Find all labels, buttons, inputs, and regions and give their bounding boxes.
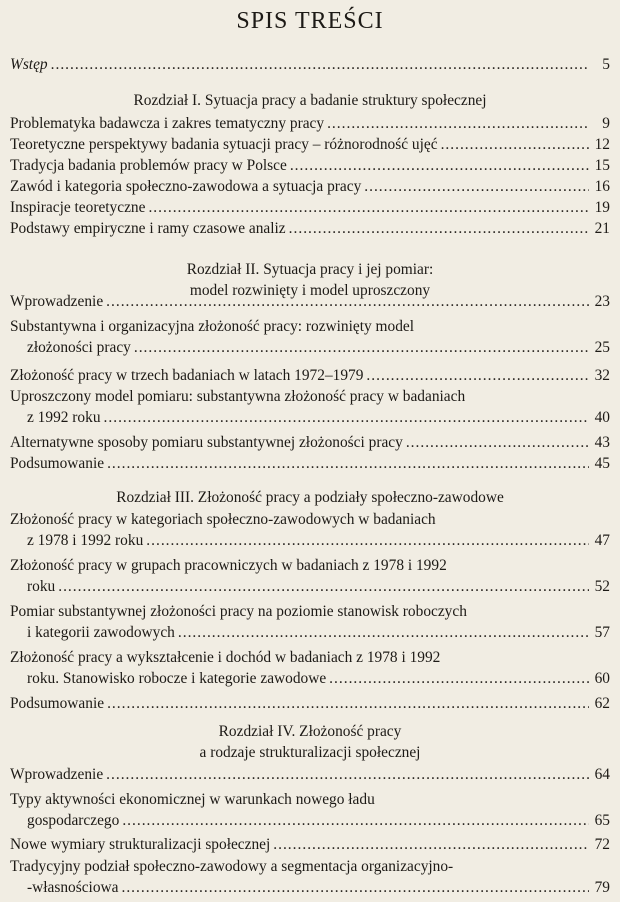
toc-entry xyxy=(10,291,610,312)
toc-entry-text: Substantywna i organizacyjna złożoność pracy: rozwinięty model xyxy=(10,318,415,335)
dot-leader xyxy=(146,530,589,551)
dot-leader xyxy=(51,54,589,75)
toc-entry-text: Wprowadzenie xyxy=(10,766,104,783)
toc-entry-text: Teoretyczne perspektywy badania sytuacji pracy – różnorodność ujęć xyxy=(10,136,438,153)
page-number: 52 xyxy=(594,578,610,595)
toc-entry-line xyxy=(10,622,610,643)
toc-entry-line-continued xyxy=(10,856,610,877)
toc-entry xyxy=(10,316,610,358)
toc-entry-text: Tradycja badania problemów pracy w Polsce xyxy=(10,157,287,174)
dot-leader xyxy=(107,453,589,474)
page-number: 47 xyxy=(594,532,610,549)
toc-entry-text: Tradycyjny podział społeczno-zawodowy a segmentacja organizacyjno- xyxy=(10,858,454,875)
toc-entry-line xyxy=(10,693,610,714)
page-number: 79 xyxy=(594,879,610,896)
toc-entry-text: Pomiar substantywnej złożoności pracy na poziomie stanowisk roboczych xyxy=(10,603,467,620)
toc-entry-line xyxy=(10,54,610,75)
dot-leader xyxy=(104,407,589,428)
toc-entry xyxy=(10,555,610,597)
page-number: 23 xyxy=(594,293,610,310)
toc-entry-line xyxy=(10,407,610,428)
chapter-heading xyxy=(0,721,620,763)
toc-entry-line xyxy=(10,810,610,831)
toc-entry-text: Uproszczony model pomiaru: substantywna złożoność pracy w badaniach xyxy=(10,388,466,405)
toc-entry-text: Alternatywne sposoby pomiaru substantywnej złożoności pracy xyxy=(10,434,403,451)
toc-entry-text: złożoności pracy xyxy=(27,339,131,356)
toc-entry-line xyxy=(10,218,610,239)
toc-entry xyxy=(10,54,610,75)
toc-entry-text: Złożoność pracy w trzech badaniach w latach 1972–1979 xyxy=(10,367,364,384)
page-number: 15 xyxy=(594,157,610,174)
toc-entry-line xyxy=(10,764,610,785)
toc-entry-line-continued xyxy=(10,386,610,407)
toc-entry xyxy=(10,432,610,453)
toc-entry xyxy=(10,764,610,785)
dot-leader xyxy=(106,291,589,312)
dot-leader xyxy=(290,155,589,176)
toc-entry xyxy=(10,218,610,239)
page-number: 9 xyxy=(602,115,610,132)
toc-entry-line xyxy=(10,113,610,134)
toc-entry xyxy=(10,365,610,386)
page-title: SPIS TREŚCI xyxy=(236,8,384,34)
dot-leader xyxy=(122,810,589,831)
page-number: 40 xyxy=(594,409,610,426)
dot-leader xyxy=(58,576,589,597)
dot-leader xyxy=(441,134,589,155)
toc-entry xyxy=(10,789,610,831)
page-number: 65 xyxy=(594,812,610,829)
toc-entry-text: Typy aktywności ekonomicznej w warunkach nowego ładu xyxy=(10,791,375,808)
toc-entry-text: Złożoność pracy w grupach pracowniczych w badaniach z 1978 i 1992 xyxy=(10,557,447,574)
chapter-heading-line: Rozdział I. Sytuacja pracy a badanie struktury społecznej xyxy=(133,92,487,109)
chapter-heading-line: model rozwinięty i model uproszczony xyxy=(189,282,431,299)
toc-entry-text: Wprowadzenie xyxy=(10,293,104,310)
toc-entry-line-continued xyxy=(10,316,610,337)
dot-leader xyxy=(107,693,589,714)
chapter-heading xyxy=(0,487,620,508)
dot-leader xyxy=(366,365,589,386)
toc-entry-line xyxy=(10,365,610,386)
toc-entry-line xyxy=(10,432,610,453)
dot-leader xyxy=(106,764,589,785)
toc-entry xyxy=(10,155,610,176)
toc-entry-line-continued xyxy=(10,509,610,530)
toc-entry-text: Złożoność pracy a wykształcenie i dochód w badaniach z 1978 i 1992 xyxy=(10,649,441,666)
toc-entry-text: Podsumowanie xyxy=(10,695,105,712)
toc-entry xyxy=(10,386,610,428)
toc-entry xyxy=(10,453,610,474)
toc-entry-line xyxy=(10,337,610,358)
page-number: 60 xyxy=(594,670,610,687)
toc-entry xyxy=(10,856,610,898)
dot-leader xyxy=(327,113,589,134)
toc-entry-text: Podsumowanie xyxy=(10,455,105,472)
toc-entry-text: Inspiracje teoretyczne xyxy=(10,199,146,216)
toc-entry xyxy=(10,834,610,855)
page-number: 16 xyxy=(594,178,610,195)
toc-entry-line xyxy=(10,877,610,898)
dot-leader xyxy=(148,197,589,218)
toc-entry-line xyxy=(10,291,610,312)
page-number: 64 xyxy=(594,766,610,783)
toc-entry xyxy=(10,113,610,134)
chapter-heading-line: Rozdział IV. Złożoność pracy xyxy=(218,723,402,740)
dot-leader xyxy=(289,218,589,239)
toc-entry-text: -własnościowa xyxy=(27,879,119,896)
toc-entry-text: roku. Stanowisko robocze i kategorie zawodowe xyxy=(27,670,327,687)
toc-entry xyxy=(10,647,610,689)
chapter-heading-line: a rodzaje strukturalizacji społecznej xyxy=(199,744,421,761)
toc-entry-line xyxy=(10,176,610,197)
chapter-heading-line: Rozdział III. Złożoność pracy a podziały społeczno-zawodowe xyxy=(116,489,504,506)
page-number: 19 xyxy=(594,199,610,216)
dot-leader xyxy=(406,432,589,453)
page-number: 12 xyxy=(594,136,610,153)
toc-entry-line xyxy=(10,197,610,218)
toc-entry xyxy=(10,693,610,714)
dot-leader xyxy=(121,877,589,898)
toc-entry-text: Podstawy empiryczne i ramy czasowe analiz xyxy=(10,220,286,237)
dot-leader xyxy=(178,622,589,643)
chapter-heading-line: Rozdział II. Sytuacja pracy i jej pomiar: xyxy=(186,261,434,278)
toc-entry-line xyxy=(10,530,610,551)
toc-entry-line xyxy=(10,834,610,855)
toc-entry-text: i kategorii zawodowych xyxy=(27,624,175,641)
page-number: 57 xyxy=(594,624,610,641)
toc-entry-line-continued xyxy=(10,555,610,576)
toc-entry-line xyxy=(10,155,610,176)
toc-entry xyxy=(10,197,610,218)
page-number: 62 xyxy=(594,695,610,712)
dot-leader xyxy=(364,176,589,197)
toc-entry-line xyxy=(10,668,610,689)
toc-entry-text: Problematyka badawcza i zakres tematyczny pracy xyxy=(10,115,325,132)
toc-entry-text: Nowe wymiary strukturalizacji społecznej xyxy=(10,836,271,853)
page-number: 43 xyxy=(594,434,610,451)
dot-leader xyxy=(329,668,589,689)
toc-entry xyxy=(10,509,610,551)
page-number: 72 xyxy=(594,836,610,853)
toc-entry xyxy=(10,134,610,155)
toc-entry-text: gospodarczego xyxy=(27,812,120,829)
page-number: 45 xyxy=(594,455,610,472)
page-number: 25 xyxy=(594,339,610,356)
toc-entry-line-continued xyxy=(10,789,610,810)
toc-entry-line xyxy=(10,453,610,474)
page-number: 32 xyxy=(594,367,610,384)
dot-leader xyxy=(273,834,589,855)
toc-entry xyxy=(10,601,610,643)
toc-entry-line xyxy=(10,576,610,597)
toc-entry-text: Zawód i kategoria społeczno-zawodowa a sytuacja pracy xyxy=(10,178,362,195)
toc-entry-text: z 1992 roku xyxy=(27,409,101,426)
toc-entry-line-continued xyxy=(10,647,610,668)
toc-entry-line xyxy=(10,134,610,155)
toc-entry-text: Złożoność pracy w kategoriach społeczno-zawodowych w badaniach xyxy=(10,511,436,528)
toc-entry xyxy=(10,176,610,197)
chapter-heading xyxy=(0,90,620,111)
toc-entry-line-continued xyxy=(10,601,610,622)
toc-entry-text: Wstęp xyxy=(10,56,48,73)
toc-entry-text: z 1978 i 1992 roku xyxy=(27,532,144,549)
page-number: 5 xyxy=(602,56,610,73)
toc-entry-text: roku xyxy=(27,578,56,595)
page-number: 21 xyxy=(594,220,610,237)
dot-leader xyxy=(134,337,589,358)
